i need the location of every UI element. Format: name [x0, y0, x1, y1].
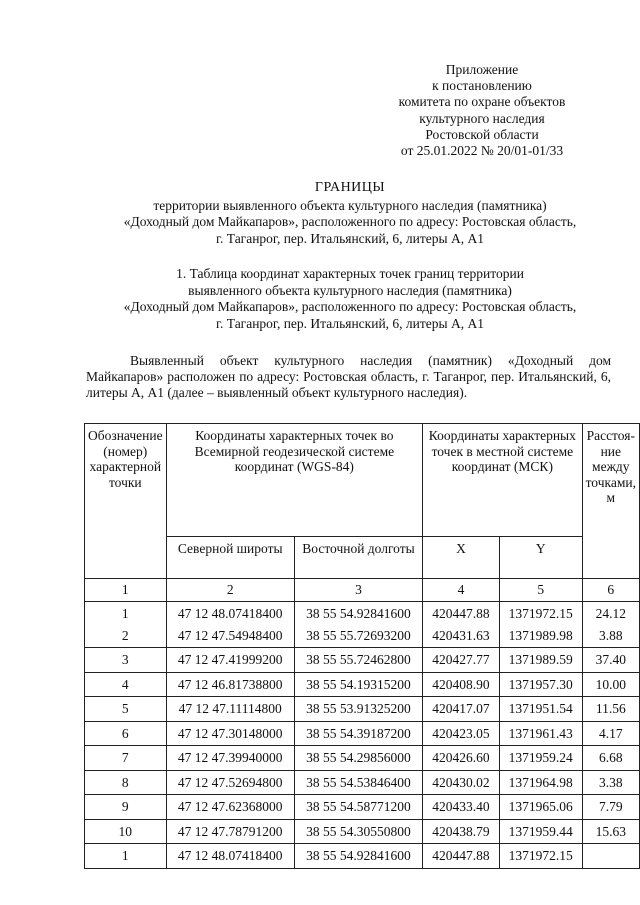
header-wgs-coords: Координаты характерных точек во Всемирной геодезической системе координат (WGS-84): [166, 424, 423, 537]
approval-line: Ростовской области: [425, 126, 539, 142]
table-heading: [80, 266, 620, 332]
table-row: [85, 602, 640, 625]
cell-north: 47 12 47.11114800: [166, 697, 294, 722]
cell-point: 1: [85, 602, 167, 625]
cell-distance: 4.17: [582, 721, 639, 746]
cell-point: 5: [85, 697, 167, 722]
table-row: [85, 819, 640, 844]
document-title: ГРАНИЦЫ: [314, 180, 386, 195]
cell-north: 47 12 48.07418400: [166, 844, 294, 869]
cell-y: 1371957.30: [499, 672, 582, 697]
subheading-line: «Доходный дом Майкапаров», расположенного по адресу: Ростовская область,: [123, 299, 577, 314]
cell-y: 1371972.15: [499, 844, 582, 869]
cell-y: 1371965.06: [499, 795, 582, 820]
cell-east: 38 55 54.92841600: [294, 844, 422, 869]
cell-east: 38 55 54.58771200: [294, 795, 422, 820]
coordinates-table: [84, 423, 640, 869]
cell-y: 1371951.54: [499, 697, 582, 722]
cell-y: 1371989.98: [499, 625, 582, 648]
cell-y: 1371972.15: [499, 602, 582, 625]
cell-point: 3: [85, 648, 167, 673]
heading-line: г. Таганрог, пер. Итальянский, 6, литеры А, А1: [216, 230, 484, 246]
approval-line: культурного наследия: [419, 110, 545, 126]
cell-east: 38 55 53.91325200: [294, 697, 422, 722]
cell-x: 420431.63: [423, 625, 500, 648]
cell-distance: 37.40: [582, 648, 639, 673]
cell-point: 8: [85, 770, 167, 795]
table-row: [85, 770, 640, 795]
cell-east: 38 55 55.72693200: [294, 625, 422, 648]
table-row: [85, 648, 640, 673]
approval-line: к постановлению: [432, 78, 532, 94]
cell-north: 47 12 47.62368000: [166, 795, 294, 820]
cell-distance: 3.38: [582, 770, 639, 795]
cell-north: 47 12 47.41999200: [166, 648, 294, 673]
cell-east: 38 55 55.72462800: [294, 648, 422, 673]
column-number: 2: [166, 579, 294, 602]
cell-distance: 10.00: [582, 672, 639, 697]
column-number: 6: [582, 579, 639, 602]
header-y: Y: [499, 537, 582, 579]
cell-point: 2: [85, 625, 167, 648]
cell-east: 38 55 54.29856000: [294, 746, 422, 771]
header-east-longitude: Восточной долготы: [294, 537, 422, 579]
cell-y: 1371959.44: [499, 819, 582, 844]
document-heading: [80, 180, 620, 247]
subheading-line: г. Таганрог, пер. Итальянский, 6, литеры А, А1: [216, 315, 484, 331]
table-row: [85, 625, 640, 648]
cell-east: 38 55 54.53846400: [294, 770, 422, 795]
table-row: [85, 795, 640, 820]
cell-point: 1: [85, 844, 167, 869]
cell-east: 38 55 54.92841600: [294, 602, 422, 625]
cell-x: 420408.90: [423, 672, 500, 697]
cell-y: 1371964.98: [499, 770, 582, 795]
cell-point: 7: [85, 746, 167, 771]
header-x: X: [423, 537, 500, 579]
cell-point: 10: [85, 819, 167, 844]
cell-east: 38 55 54.39187200: [294, 721, 422, 746]
cell-north: 47 12 48.07418400: [166, 602, 294, 625]
cell-y: 1371989.59: [499, 648, 582, 673]
header-point-number-cont: [85, 537, 167, 579]
heading-line: территории выявленного объекта культурного наследия (памятника): [153, 197, 547, 213]
subheading-line: 1. Таблица координат характерных точек границ территории: [176, 266, 524, 281]
cell-north: 47 12 46.81738800: [166, 672, 294, 697]
table-row: [85, 844, 640, 869]
header-msk-coords: Координаты характерных точек в местной системе координат (МСК): [423, 424, 582, 537]
cell-north: 47 12 47.39940000: [166, 746, 294, 771]
column-numbers-row: [85, 579, 640, 602]
cell-east: 38 55 54.19315200: [294, 672, 422, 697]
cell-north: 47 12 47.52694800: [166, 770, 294, 795]
cell-distance: 6.68: [582, 746, 639, 771]
column-number: 4: [423, 579, 500, 602]
header-distance: Расстоя-ние между точками, м: [582, 424, 639, 537]
subheading-line: выявленного объекта культурного наследия (памятника): [188, 282, 512, 298]
cell-x: 420447.88: [423, 844, 500, 869]
cell-point: 9: [85, 795, 167, 820]
cell-distance: [582, 844, 639, 869]
approval-line: комитета по охране объектов: [398, 94, 566, 110]
cell-point: 6: [85, 721, 167, 746]
column-number: 5: [499, 579, 582, 602]
heading-line: «Доходный дом Майкапаров», расположенного по адресу: Ростовская область,: [123, 214, 577, 229]
cell-x: 420433.40: [423, 795, 500, 820]
cell-east: 38 55 54.30550800: [294, 819, 422, 844]
table-row: [85, 721, 640, 746]
description-paragraph: Выявленный объект культурного наследия (памятник) «Доходный дом Майкапаров» расположен по адресу: Ростовская область, г. Таганрог, пер. Итальянский, 6, литеры А, А1 (далее – выявленный объект культурного наследия).: [86, 353, 611, 401]
cell-distance: 24.12: [582, 602, 639, 625]
cell-north: 47 12 47.78791200: [166, 819, 294, 844]
header-distance-cont: [582, 537, 639, 579]
approval-line: Приложение: [445, 62, 519, 77]
cell-distance: 11.56: [582, 697, 639, 722]
cell-x: 420417.07: [423, 697, 500, 722]
cell-x: 420438.79: [423, 819, 500, 844]
table-row: [85, 697, 640, 722]
approval-line: от 25.01.2022 № 20/01-01/33: [400, 143, 564, 159]
cell-distance: 3.88: [582, 625, 639, 648]
cell-x: 420423.05: [423, 721, 500, 746]
approval-block: [362, 62, 602, 159]
table-row: [85, 746, 640, 771]
cell-distance: 15.63: [582, 819, 639, 844]
cell-distance: 7.79: [582, 795, 639, 820]
cell-y: 1371961.43: [499, 721, 582, 746]
cell-x: 420426.60: [423, 746, 500, 771]
cell-point: 4: [85, 672, 167, 697]
header-north-latitude: Северной широты: [166, 537, 294, 579]
cell-y: 1371959.24: [499, 746, 582, 771]
table-row: [85, 672, 640, 697]
cell-x: 420447.88: [423, 602, 500, 625]
cell-x: 420430.02: [423, 770, 500, 795]
column-number: 1: [85, 579, 167, 602]
header-point-number: Обозначение (номер) характерной точки: [85, 424, 167, 537]
column-number: 3: [294, 579, 422, 602]
cell-north: 47 12 47.54948400: [166, 625, 294, 648]
cell-north: 47 12 47.30148000: [166, 721, 294, 746]
cell-x: 420427.77: [423, 648, 500, 673]
